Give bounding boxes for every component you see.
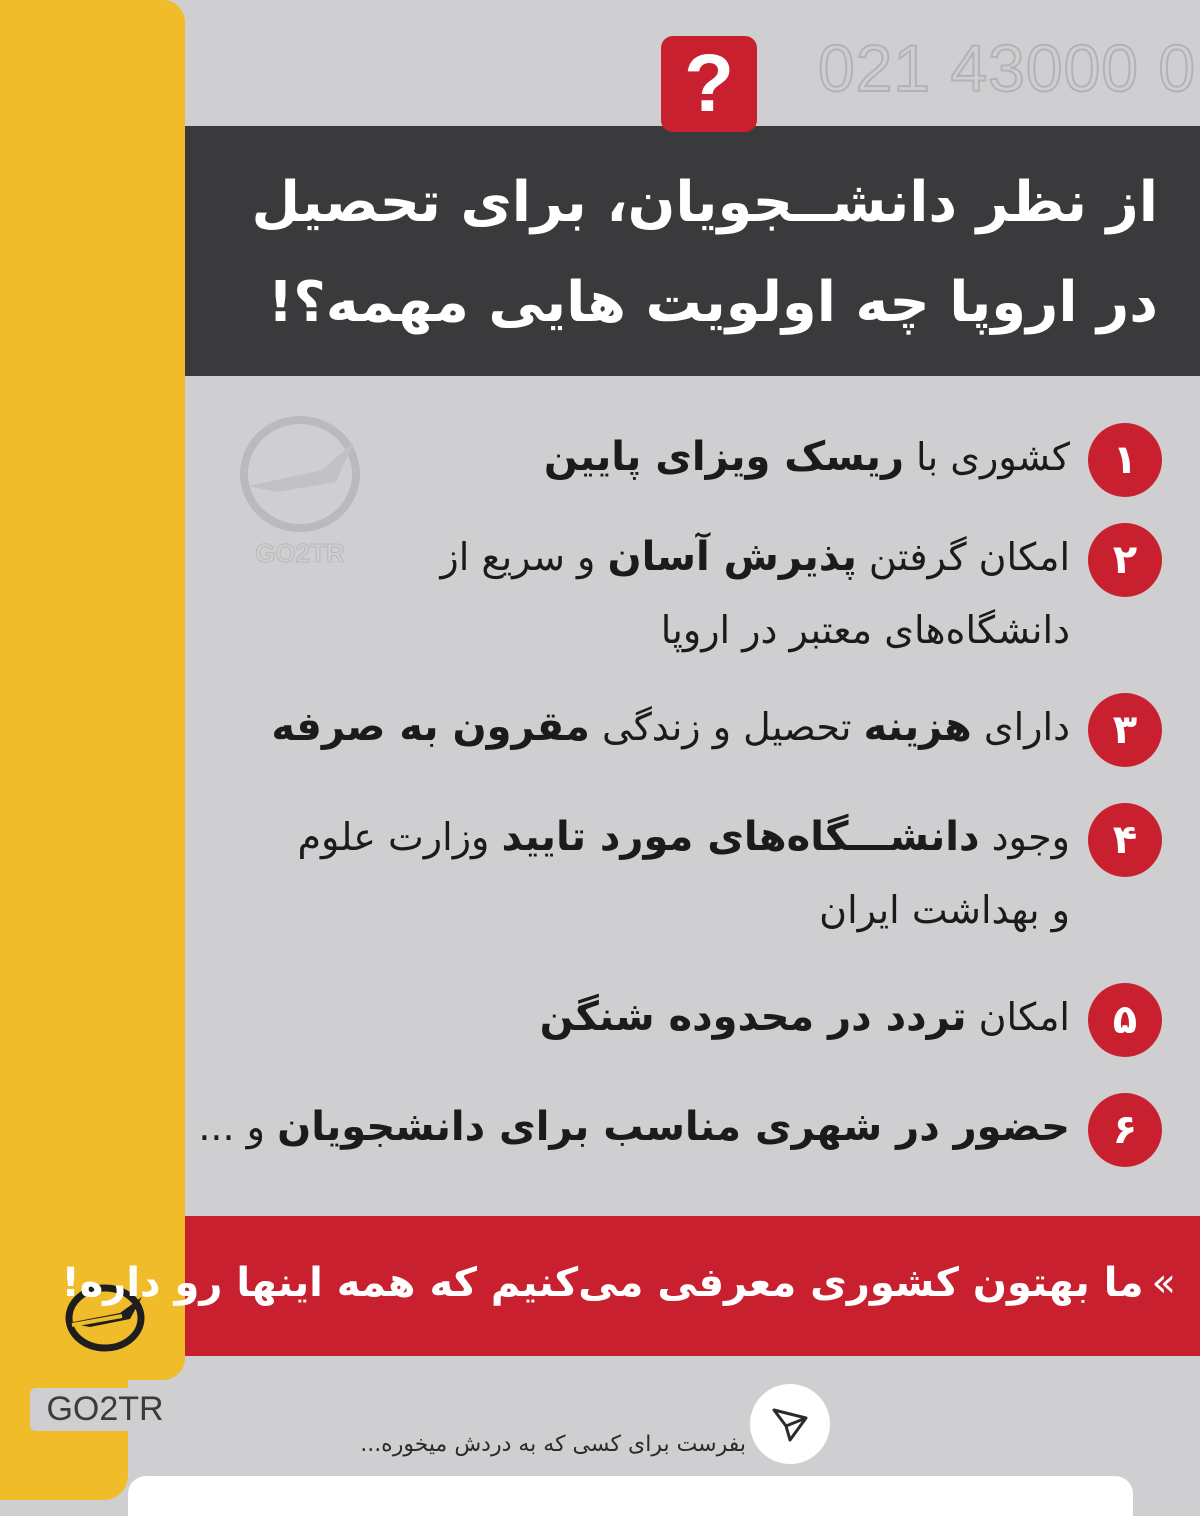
- list-item-line: [110, 814, 1070, 860]
- item-text: دارای: [971, 705, 1070, 749]
- watermark-text: GO2TR: [255, 538, 345, 568]
- item-text: وزارت علوم: [297, 815, 502, 859]
- list-item-line: [110, 888, 1070, 932]
- item-number-badge: ۲: [1088, 523, 1162, 597]
- item-text: دانشگاه‌های معتبر در اروپا: [660, 608, 1070, 652]
- item-number-badge: ۴: [1088, 803, 1162, 877]
- item-text: و ...: [198, 1105, 278, 1149]
- item-number-badge: ۱: [1088, 423, 1162, 497]
- double-chevron-icon: »: [1151, 1260, 1176, 1306]
- item-text: وجود: [979, 815, 1070, 859]
- brand-name: GO2TR: [30, 1388, 180, 1431]
- list-item-line: [110, 994, 1070, 1040]
- title-line-2: در اروپا چه اولویت هایی مهمه؟!: [267, 270, 1158, 335]
- list-item-line: [110, 608, 1070, 652]
- share-button[interactable]: [750, 1384, 830, 1464]
- item-text: و سریع از: [440, 535, 608, 579]
- list-item-line: [110, 704, 1070, 750]
- brand-sidebar: [0, 0, 185, 1380]
- cta-label: ما بهتون کشوری معرفی می‌کنیم که همه اینها رو داره!: [61, 1260, 1144, 1306]
- item-text: امکان: [966, 995, 1070, 1039]
- item-number-badge: ۳: [1088, 693, 1162, 767]
- item-number-badge: ۶: [1088, 1093, 1162, 1167]
- share-caption: بفرست برای کسی که به دردش میخوره...: [360, 1432, 746, 1457]
- highlight-text: حضور در شهری مناسب برای دانشجویان: [277, 1104, 1070, 1150]
- phone-number: 021 43000 0: [818, 31, 1197, 100]
- item-text: امکان گرفتن: [856, 535, 1070, 579]
- item-number-badge: ۵: [1088, 983, 1162, 1057]
- highlight-text: دانشـــگاه‌های مورد تایید: [501, 814, 980, 860]
- title-band: [185, 126, 1200, 376]
- send-icon: [768, 1402, 812, 1446]
- next-card-edge: [128, 1476, 1133, 1516]
- highlight-text: مقرون به صرفه: [271, 704, 590, 750]
- list-item-line: [110, 434, 1070, 480]
- question-mark-icon: ?: [661, 36, 757, 132]
- highlight-text: تردد در محدوده شنگن: [539, 994, 967, 1040]
- item-text: کشوری با: [903, 435, 1070, 479]
- list-item-line: [110, 534, 1070, 580]
- highlight-text: ریسک ویزای پایین: [543, 434, 904, 480]
- highlight-text: پذیرش آسان: [607, 534, 857, 580]
- cta-banner[interactable]: [61, 1216, 1200, 1356]
- highlight-text: هزینه: [863, 704, 972, 750]
- item-text: و بهداشت ایران: [819, 888, 1070, 932]
- title-line-1: از نظر دانشــجویان، برای تحصیل: [251, 170, 1158, 235]
- list-item-line: [110, 1104, 1070, 1150]
- cta-text: [61, 1260, 1176, 1306]
- item-text: تحصیل و زندگی: [589, 705, 864, 749]
